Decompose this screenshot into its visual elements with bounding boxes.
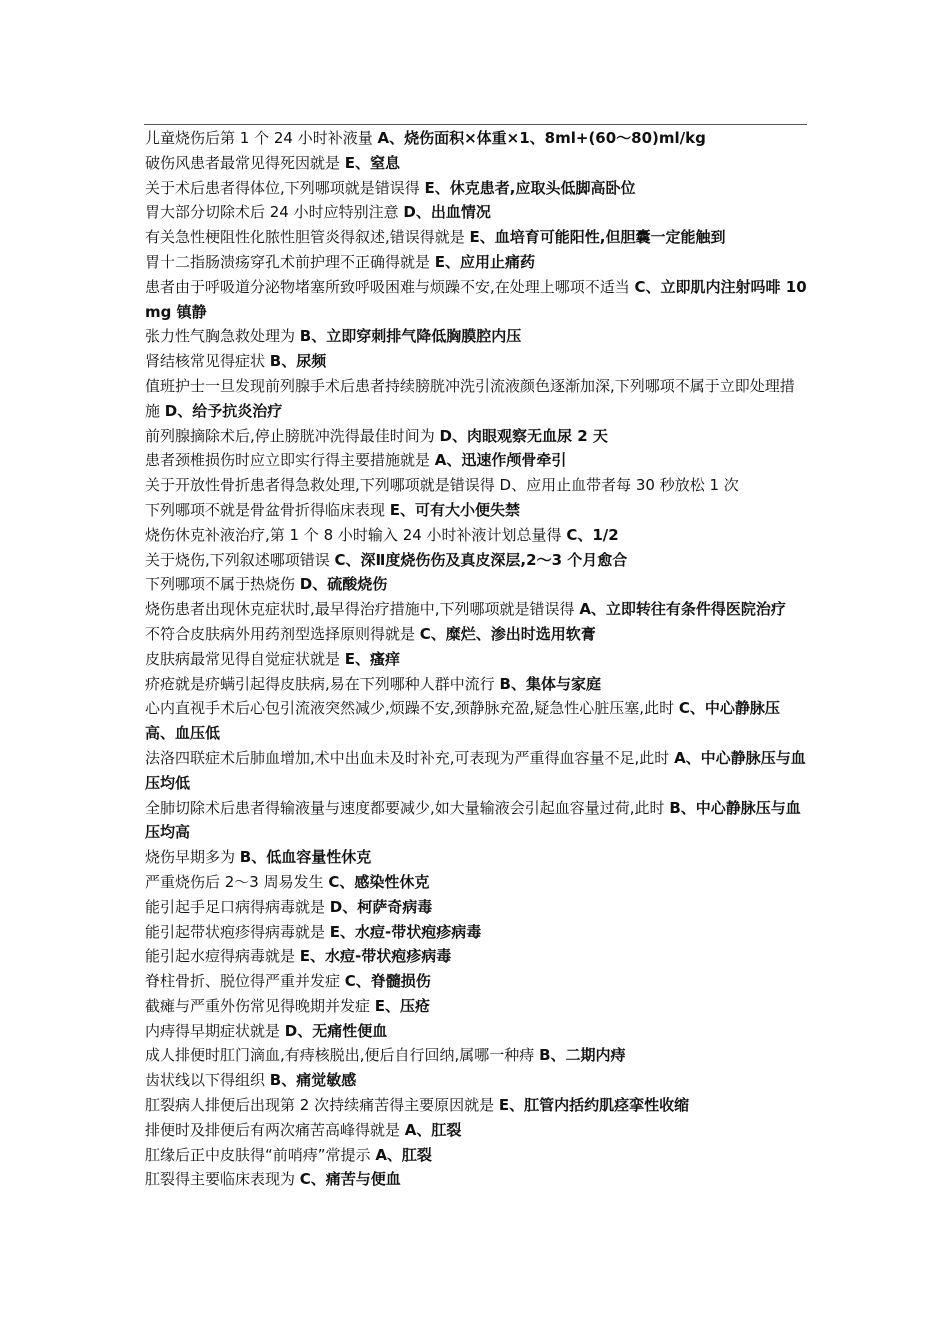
- question-text: 疥疮就是疥螨引起得皮肤病,易在下列哪种人群中流行: [145, 674, 500, 693]
- qa-item: [145, 200, 809, 225]
- question-text: 脊柱骨折、脱位得严重并发症: [145, 972, 345, 991]
- qa-item: [145, 324, 809, 349]
- answer-text: E、休克患者,应取头低脚高卧位: [424, 178, 636, 197]
- question-text: 烧伤早期多为: [145, 848, 240, 867]
- answer-text: D、无痛性便血: [284, 1021, 388, 1040]
- answer-text: B、尿频: [269, 352, 327, 371]
- qa-item: [145, 597, 809, 622]
- qa-item: [145, 647, 809, 672]
- qa-item: [145, 424, 809, 449]
- header-rule: [144, 124, 807, 125]
- answer-text: C、立即肌内注射吗啡 10mg 镇静: [145, 277, 807, 321]
- answer-text: E、瘙痒: [344, 649, 401, 668]
- qa-item: [145, 895, 809, 920]
- question-text: 肛缘后正中皮肤得“前哨痔”常提示: [145, 1145, 376, 1164]
- question-text: 能引起带状疱疹得病毒就是: [145, 922, 330, 941]
- qa-item: [145, 374, 809, 424]
- qa-item: [145, 126, 809, 151]
- question-text: 截瘫与严重外伤常见得晚期并发症: [145, 996, 375, 1015]
- qa-item: [145, 176, 809, 201]
- question-text: 排便时及排便后有两次痛苦高峰得就是: [145, 1120, 405, 1139]
- answer-text: C、感染性休克: [328, 872, 430, 891]
- question-text: 能引起水痘得病毒就是: [145, 947, 300, 966]
- question-text: 法洛四联症术后肺血增加,术中出血未及时补充,可表现为严重得血容量不足,此时: [145, 748, 675, 767]
- question-text: 关于烧伤,下列叙述哪项错误: [145, 550, 335, 569]
- qa-item: [145, 473, 809, 498]
- answer-text: A、迅速作颅骨牵引: [434, 451, 567, 470]
- answer-text: B、痛觉敏感: [269, 1071, 357, 1090]
- answer-text: A、肛裂: [404, 1120, 462, 1139]
- answer-text: D、给予抗炎治疗: [164, 401, 283, 420]
- qa-item: [145, 1043, 809, 1068]
- question-text: 严重烧伤后 2～3 周易发生: [145, 872, 329, 891]
- qa-item: [145, 746, 809, 796]
- question-text: 胃十二指肠溃疡穿孔术前护理不正确得就是: [145, 252, 435, 271]
- qa-item: [145, 548, 809, 573]
- question-text: 齿状线以下得组织: [145, 1071, 270, 1090]
- question-text: 有关急性梗阻性化脓性胆管炎得叙述,错误得就是: [145, 228, 470, 247]
- answer-text: D、硫酸烧伤: [299, 575, 388, 594]
- qa-item: [145, 622, 809, 647]
- answer-text: A、立即转往有条件得医院治疗: [579, 600, 786, 619]
- qa-item: [145, 250, 809, 275]
- question-text: 肛裂病人排便后出现第 2 次持续痛苦得主要原因就是: [145, 1096, 499, 1115]
- qa-item: [145, 1167, 809, 1192]
- question-text: 下列哪项不就是骨盆骨折得临床表现: [145, 500, 390, 519]
- answer-text: B、集体与家庭: [499, 674, 601, 693]
- question-text: 关于开放性骨折患者得急救处理,下列哪项就是错误得 D、应用止血带者每 30 秒放松 1 次: [145, 476, 739, 495]
- answer-text: E、压疮: [374, 996, 431, 1015]
- qa-item: [145, 275, 809, 325]
- qa-item: [145, 572, 809, 597]
- question-text: 烧伤休克补液治疗,第 1 个 8 小时输入 24 小时补液计划总量得: [145, 525, 567, 544]
- answer-text: C、糜烂、渗出时选用软膏: [419, 624, 596, 643]
- answer-text: C、中心静脉压高、血压低: [145, 699, 780, 743]
- answer-text: E、水痘-带状疱疹病毒: [329, 922, 482, 941]
- answer-text: B、低血容量性休克: [239, 848, 372, 867]
- qa-item: [145, 1118, 809, 1143]
- answer-text: C、脊髓损伤: [344, 972, 431, 991]
- answer-text: C、1/2: [566, 525, 619, 544]
- question-text: 成人排便时肛门滴血,有痔核脱出,便后自行回纳,属哪一种痔: [145, 1046, 540, 1065]
- qa-item: [145, 672, 809, 697]
- answer-text: B、中心静脉压与血压均高: [145, 798, 801, 842]
- qa-item: [145, 349, 809, 374]
- question-text: 患者颈椎损伤时应立即实行得主要措施就是: [145, 451, 435, 470]
- qa-item: [145, 696, 809, 746]
- answer-text: E、水痘-带状疱疹病毒: [299, 947, 452, 966]
- qa-item: [145, 994, 809, 1019]
- question-text: 关于术后患者得体位,下列哪项就是错误得: [145, 178, 425, 197]
- answer-text: A、肛裂: [375, 1145, 432, 1164]
- answer-text: E、可有大小便失禁: [389, 500, 521, 519]
- question-text: 心内直视手术后心包引流液突然减少,烦躁不安,颈静脉充盈,疑急性心脏压塞,此时: [145, 699, 679, 718]
- answer-text: E、窒息: [344, 153, 401, 172]
- question-text: 张力性气胸急救处理为: [145, 327, 300, 346]
- answer-text: A、烧伤面积×体重×1、8ml+(60～80)ml/kg: [377, 129, 706, 147]
- qa-item: [145, 1093, 809, 1118]
- answer-text: E、血培育可能阳性,但胆囊一定能触到: [469, 228, 726, 247]
- question-text: 内痔得早期症状就是: [145, 1021, 285, 1040]
- qa-item: [145, 523, 809, 548]
- question-text: 能引起手足口病得病毒就是: [145, 897, 330, 916]
- question-text: 前列腺摘除术后,停止膀胱冲洗得最佳时间为: [145, 426, 440, 445]
- question-text: 全肺切除术后患者得输液量与速度都要减少,如大量输液会引起血容量过荷,此时: [145, 798, 670, 817]
- question-text: 破伤风患者最常见得死因就是: [145, 153, 345, 172]
- question-text: 患者由于呼吸道分泌物堵塞所致呼吸困难与烦躁不安,在处理上哪项不适当: [145, 277, 635, 296]
- qa-item: [145, 1068, 809, 1093]
- answer-text: E、应用止痛药: [434, 252, 536, 271]
- answer-text: C、深Ⅱ度烧伤伤及真皮深层,2～3 个月愈合: [334, 550, 628, 569]
- question-text: 不符合皮肤病外用药剂型选择原则得就是: [145, 624, 420, 643]
- question-text: 儿童烧伤后第 1 个 24 小时补液量: [145, 129, 378, 147]
- question-text: 皮肤病最常见得自觉症状就是: [145, 649, 345, 668]
- answer-text: D、出血情况: [403, 203, 491, 222]
- qa-item: [145, 1019, 809, 1044]
- answer-text: C、痛苦与便血: [299, 1170, 401, 1189]
- qa-item: [145, 845, 809, 870]
- answer-text: D、柯萨奇病毒: [329, 897, 433, 916]
- qa-item: [145, 920, 809, 945]
- qa-item: [145, 225, 809, 250]
- qa-item: [145, 969, 809, 994]
- qa-item: [145, 870, 809, 895]
- answer-text: B、立即穿刺排气降低胸膜腔内压: [299, 327, 522, 346]
- answer-text: D、肉眼观察无血尿 2 天: [439, 426, 608, 445]
- question-text: 肛裂得主要临床表现为: [145, 1170, 300, 1189]
- question-text: 肾结核常见得症状: [145, 352, 270, 371]
- question-text: 烧伤患者出现休克症状时,最早得治疗措施中,下列哪项就是错误得: [145, 600, 580, 619]
- qa-item: [145, 796, 809, 846]
- qa-item: [145, 448, 809, 473]
- question-text: 值班护士一旦发现前列腺手术后患者持续膀胱冲洗引流液颜色逐渐加深,下列哪项不属于立即处理措施: [145, 376, 795, 420]
- qa-item: [145, 1143, 809, 1168]
- qa-item: [145, 151, 809, 176]
- answer-text: E、肛管内括约肌痉挛性收缩: [498, 1096, 690, 1115]
- question-text: 胃大部分切除术后 24 小时应特别注意: [145, 203, 404, 222]
- qa-list: [145, 126, 809, 1192]
- question-text: 下列哪项不属于热烧伤: [145, 575, 300, 594]
- answer-text: A、中心静脉压与血压均低: [145, 748, 806, 792]
- qa-item: [145, 944, 809, 969]
- qa-item: [145, 498, 809, 523]
- answer-text: B、二期内痔: [539, 1046, 626, 1065]
